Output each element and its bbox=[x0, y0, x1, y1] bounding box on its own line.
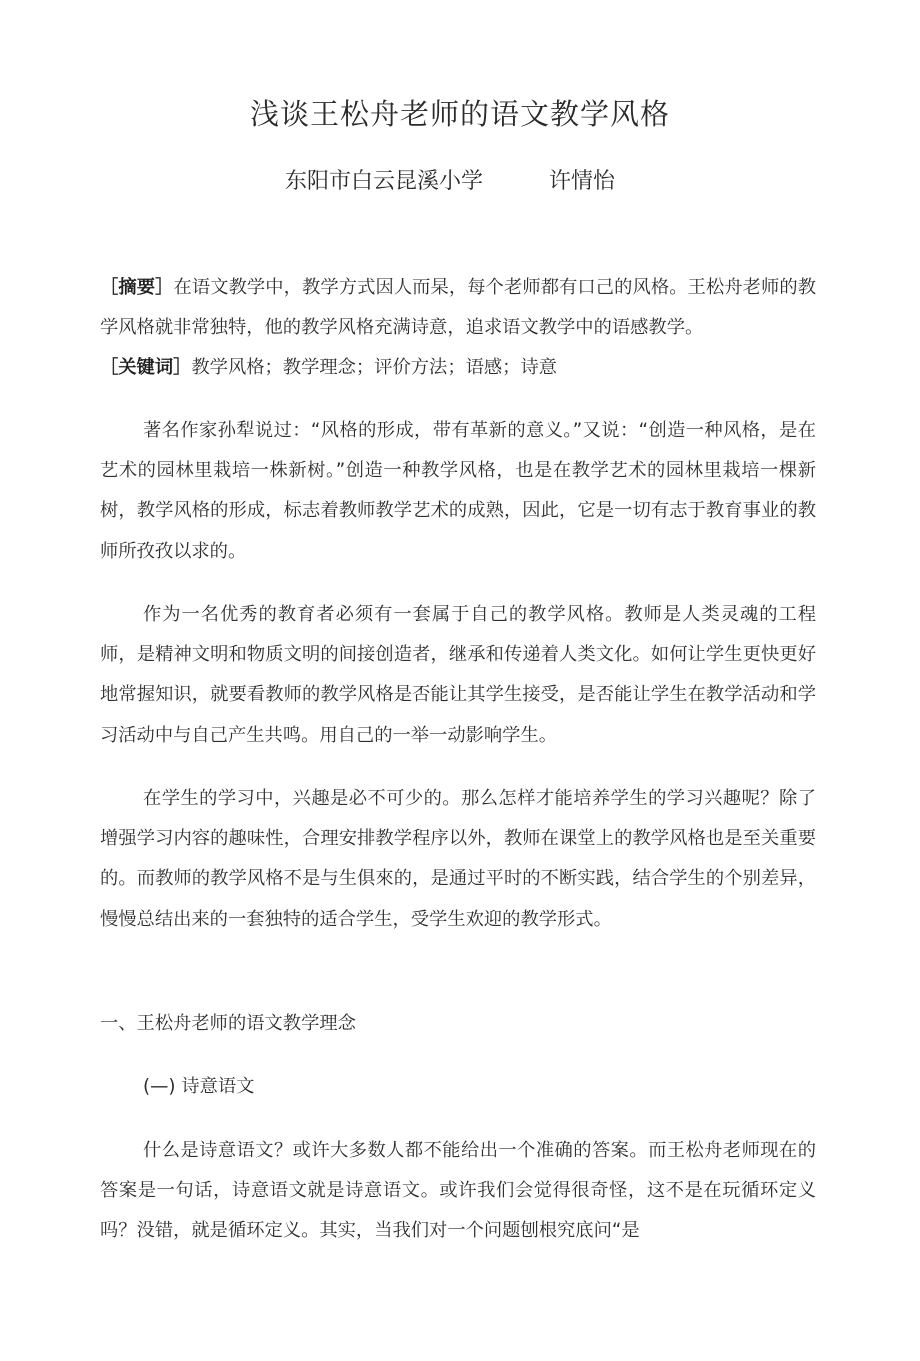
section-heading-1: 一、王松舟老师的语文教学理念 bbox=[100, 1013, 356, 1034]
keywords-text: 教学风格；教学理念；评价方法；语感；诗意 bbox=[191, 357, 558, 379]
author-name: 许情怡 bbox=[549, 169, 616, 194]
abstract-block bbox=[100, 268, 816, 389]
abstract-text: 在语文教学中，教学方式因人而杲，每个老师都有口己的风格。王松舟老师的教学风格就非常独特，他的教学风格充满诗意，追求语文教学中的语感教学。 bbox=[100, 277, 817, 339]
abstract bbox=[100, 268, 816, 348]
body-paragraph-1: 著名作家孙犁说过：“风格的形成，带有革新的意义。”又说：“创造一种风格，是在艺术的园林里栽培一株新树。”创造一种教学风格，也是在教学艺术的园林里栽培一棵新树，教学风格的形成，标志着教师教学艺术的成熟，因此，它是一切有志于教育事业的教师所孜孜以求的。 bbox=[100, 420, 816, 562]
keywords bbox=[100, 348, 816, 388]
keywords-label: 关键词 bbox=[118, 357, 174, 379]
keywords-bracket-close: ］ bbox=[173, 357, 192, 379]
keywords-bracket-open: ［ bbox=[100, 357, 119, 379]
byline bbox=[285, 166, 615, 198]
abstract-bracket-open: ［ bbox=[100, 277, 119, 298]
abstract-label: 摘要 bbox=[118, 277, 156, 298]
subsection-heading-1: (—) 诗意语文 bbox=[143, 1076, 255, 1097]
body-paragraph-3: 在学生的学习中，兴趣是必不可少的。那么怎样才能培养学生的学习兴趣呢？除了增强学习内容的趣味性，合理安排教学程序以外，教师在课堂上的教学风格也是至关重要的。而教师的教学风格不是与生俱來的，是通过平时的不断实践，结合学生的个别差异，慢慢总结出来的一套独特的适合学生，受学生欢迎的教学形式。 bbox=[100, 788, 816, 930]
school-name: 东阳市白云昆溪小学 bbox=[285, 169, 484, 194]
document-title: 浅谈王松舟老师的语文教学风格 bbox=[249, 97, 670, 131]
body-paragraph-4: 什么是诗意语文？或许大多数人都不能给出一个准确的答案。而王松舟老师现在的答案是一句话，诗意语文就是诗意语文。或许我们会觉得很奇怪，这不是在玩循环定义吗？没错，就是循环定义。其实，当我们对一个问题刨根究底问“是 bbox=[100, 1140, 816, 1242]
abstract-bracket-close: ］ bbox=[155, 277, 174, 298]
body-paragraph-2: 作为一名优秀的教育者必须有一套属于自己的教学风格。教师是人类灵魂的工程师，是精神文明和物质文明的间接创造者，继承和传递着人类文化。如何让学生更快更好地常握知识，就要看教师的教学风格是否能让其学生接受，是否能让学生在教学活动和学习活动中与自己产生共鸣。用自己的一举一动影响学生。 bbox=[100, 604, 816, 746]
